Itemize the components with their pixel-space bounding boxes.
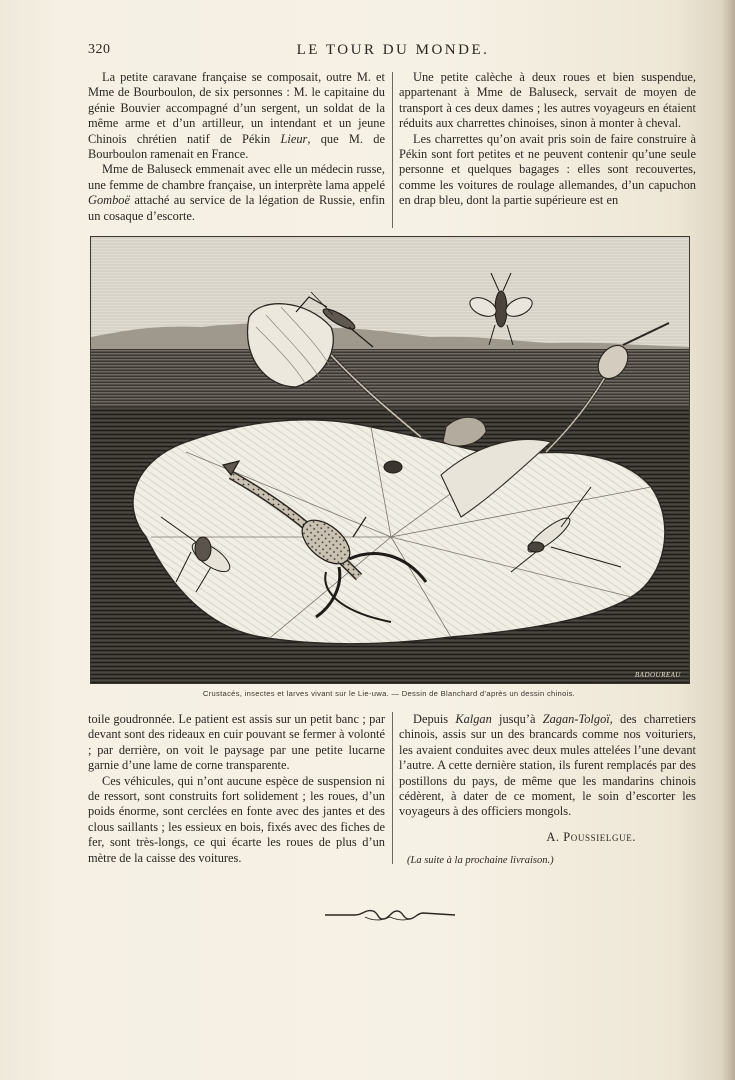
paragraph: Ces véhicules, qui n’ont aucune espèce de suspension ni de ressort, sont construits fort solidement ; les roues, d’un poids énorme, sont cerclées en fonte avec des jantes et des clous saillants ; les essieux en bois, fixés avec des fiches de fer, sont très-longs, ce qui écarte les roues de plus d’un mètre de la caisse des voitures.: [88, 773, 385, 865]
engraver-signature: BADOUREAU: [634, 671, 681, 679]
column-top-left: [88, 70, 385, 228]
continuation-note: (La suite à la prochaine livraison.): [407, 855, 554, 867]
paragraph: Depuis Kalgan jusqu’à Zagan-Tolgoï, des charretiers chinois, assis sur un des brancards comme nos voituriers, les avaient conduites avec deux mules attelées l’une devant l’autre. A cette dernière station, ils furent remplacés par des postillons du pays, de même que les mandarins chinois cédèrent, à dater de ce moment, le soin d’escorter les voyageurs à des officiers mongols.: [399, 712, 697, 819]
paragraph: La petite caravane française se composait, outre M. et Mme de Bourboulon, de six personnes : M. le capitaine du génie Bouvier accompagné d’un sergent, un soldat de la même arme et d’un artilleur, un intendant et un jeune Chinois chrétien natif de Pékin Lieur, que M. de Bourboulon ramenait en France.: [88, 70, 386, 162]
paragraph: Une petite calèche à deux roues et bien suspendue, appartenant à Mme de Baluseck, servait de moyen de transport à ces deux dames ; les autres voyageurs en étaient réduits aux charrettes chinoises, sinon à monter à cheval.: [399, 70, 696, 131]
page-edge-shadow: [721, 0, 735, 1080]
paragraph: Mme de Baluseck emmenait avec elle un médecin russe, une femme de chambre française, un interprète lama appelé Gomboë attaché au service de la légation de Russie, enfin un cosaque d’escorte.: [88, 162, 385, 223]
engraving-illustration: [90, 236, 690, 684]
paragraph: toile goudronnée. Le patient est assis sur un petit banc ; par devant sont des rideaux en cuir pouvant se fermer à volonté ; par derrière, on voit le paysage par une petite lucarne garnie d’une lame de corne transparente.: [88, 712, 385, 773]
author-signature: A. Poussielgue.: [546, 829, 636, 844]
page-number: 320: [88, 42, 111, 57]
column-divider: [392, 72, 393, 228]
column-bottom-right: [399, 712, 696, 872]
running-title: LE TOUR DU MONDE.: [296, 42, 490, 58]
ornamental-fleuron: [325, 905, 455, 925]
illustration-caption: Crustacés, insectes et larves vivant sur le Lie-uwa. — Dessin de Blanchard d’après un dessin chinois.: [202, 689, 576, 698]
paragraph: Les charrettes qu’on avait pris soin de faire construire à Pékin sont fort petites et ne peuvent contenir qu’une seule personne et quelques bagages : elles sont recouvertes, comme les voitures de roulage allemandes, d’un capuchon en drap bleu, dont la partie supérieure est en: [399, 131, 696, 208]
column-divider: [392, 712, 393, 864]
page-header: [88, 42, 698, 62]
column-top-right: [399, 70, 696, 228]
column-bottom-left: [88, 712, 385, 864]
